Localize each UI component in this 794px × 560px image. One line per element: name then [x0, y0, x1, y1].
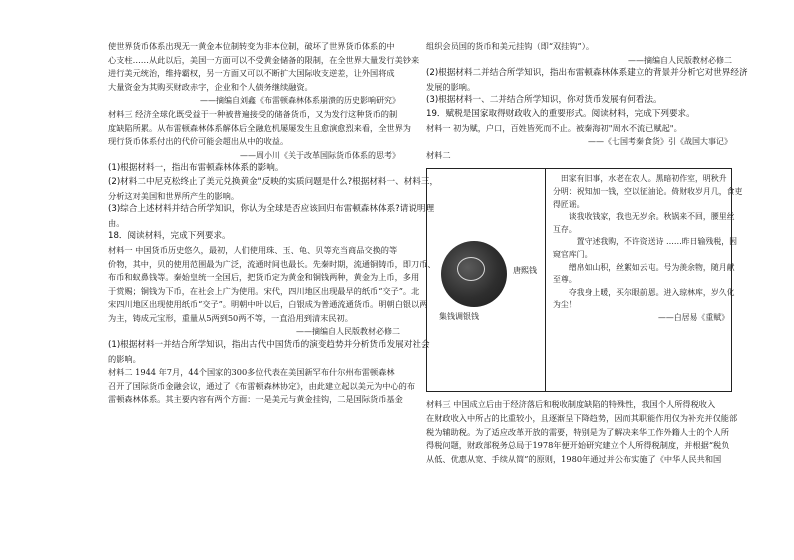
coin-caption-bottom: 集钱调银钱 — [439, 312, 479, 322]
right-text-line: ——摘编自人民版教材必修二 — [628, 55, 732, 65]
left-text-line: ——周小川《关于改革国际货币体系的思考》 — [240, 150, 400, 160]
left-text-line: 的影响。 — [108, 353, 141, 364]
right-text-line: 税为辅助税。为了适应改革开放的需要，特别是为了解决来华工作外籍人士的个人所 — [426, 426, 729, 437]
left-text-line: (3)综合上述材料并结合所学知识，你认为全球是否应该回归布雷顿森林体系?请说明理 — [108, 204, 435, 215]
left-text-line: (1)根据材料一并结合所学知识，指出古代中国货币的演变趋势并分析货币发展对社会 — [108, 340, 430, 351]
poem-line: 缯帛如山积，丝絮如云屯。号为羡余物，随月献 — [553, 262, 735, 272]
right-text-line: 材料三 中国成立后由于经济落后和税收制度缺陷的特殊性，我国个人所得税收入 — [426, 399, 716, 410]
poem-line: 得匠谣。 — [553, 199, 585, 209]
left-text-line: 于赏赐；铜钱为下币，在社会上广为使用。宋代，四川地区出现最早的纸币“交子”。北 — [108, 285, 420, 296]
coin-image-cell — [427, 169, 546, 391]
left-text-line: 大量资金为其购买财政赤字，企业和个人债务继续融资。 — [108, 81, 313, 92]
right-text-line: 材料一 初为赋，户口，百姓皆死而不止。被秦海初"周水不流已赋起"。 — [426, 122, 682, 133]
right-text-line: 在财政收入中所占的比重较小，且逐渐呈下降趋势，因而其职能作用仅为补充并仅能部 — [426, 412, 738, 423]
left-text-line: 分析这对美国和世界所产生的影响。 — [108, 190, 240, 201]
left-text-line: 由。 — [108, 217, 125, 228]
poem-line: 窥官库门。 — [553, 249, 593, 259]
coin-highlight-circle — [457, 257, 485, 281]
right-text-line: (2)根据材料二并结合所学知识，指出布雷顿森林体系建立的背景并分析它对世界经济 — [426, 68, 748, 79]
right-text-line: 得税问题，财政部税务总局于1978年便开始研究建立个人所得税制度，并根据“税负 — [426, 440, 730, 451]
left-text-line: 进行美元统治，维持霸权，另一方面又可以不断扩大国际收支逆差，让外国将成 — [108, 68, 395, 79]
poem-line: 置守述我购，不许资送诗 ……昨日输残税，因 — [553, 237, 737, 247]
right-text-line: ——《七国考秦食货》引《战国大事记》 — [588, 137, 732, 147]
left-text-line: ——摘编自刘鑫《布雷顿森林体系崩溃的历史影响研究》 — [200, 96, 400, 106]
left-text-line: 度缺陷所累。从布雷顿森林体系解体后全融危机屡屡发生且愈演愈烈来看，全世界为 — [108, 122, 411, 133]
right-text-line: 发展的影响。 — [426, 81, 476, 92]
poem-line: 谈我收钱家，我也无岁余。秋锅来不回，腰里丝 — [553, 212, 735, 222]
poem-line: 至尊。 — [553, 275, 577, 285]
poem-source: ——白居易《重赋》 — [657, 312, 729, 322]
poem-line: 夺我身上暖，买尔眼前恩。进入琼林库，岁久化 — [553, 287, 735, 297]
material-two-table — [426, 168, 743, 392]
left-text-line: ——摘编自人民版教材必修二 — [296, 327, 400, 337]
left-text-line: 为主，铸成元宝形，重量从5两到50两不等，一直沿用到清末民初。 — [108, 312, 353, 323]
left-text-line: 价物，其中，贝的使用范围最为广泛，流通时间也最长。先秦时期，流通铜铸币，即刀币、 — [108, 258, 436, 269]
poem-line: 为尘！ — [553, 300, 577, 310]
left-text-line: 使世界货币体系出现无一黄金本位制转变为非本位制，破坏了世界货币体系的中 — [108, 41, 395, 51]
poem-line: 分明：祝知加一钱，空以征油论。倚财收岁月几，食吏 — [553, 186, 743, 196]
left-text-line: 召开了国际货币金融会议，通过了《布雷顿森林协定》，由此建立起以美元为中心的布 — [108, 380, 416, 391]
left-text-line: 材料一 中国货币历史悠久，最初，人们使用珠、玉、龟、贝等充当商品交换的等 — [108, 244, 398, 255]
poem-line: 田家有旧事，水老在农人。黑暗初作室，明秋升 — [553, 174, 727, 184]
left-text-line: 雷顿森林体系。其主要内容有两个方面：一是美元与黄金挂钩，二是国际货币基金 — [108, 394, 403, 405]
left-text-line: 材料三 经济全球化既受益于一种被普遍接受的储备货币，又为发行这种货币的制 — [108, 108, 398, 119]
left-text-line: 18．阅读材料，完成下列要求。 — [108, 231, 231, 242]
left-column — [108, 40, 439, 407]
right-text-line: 材料二 — [426, 149, 451, 160]
left-text-line: (1)根据材料一，指出布雷顿森林体系的影响。 — [108, 163, 284, 174]
coin-caption-right: 唐熙钱 — [513, 266, 537, 276]
left-text-line: 材料二 1944 年7月，44个国家的300多位代表在美国新罕布什尔州布雷顿森林 — [108, 367, 395, 378]
right-column — [426, 40, 748, 466]
right-text-line: 组织会员国的货币和美元挂钩（即“双挂钩”）。 — [426, 41, 595, 51]
ancient-coin-image — [441, 241, 507, 307]
poem-line: 互存。 — [553, 224, 577, 234]
left-text-line: 心支柱……从此以后，美国一方面可以不受黄金储备的限制，在全世界大量发行美钞来 — [108, 54, 420, 65]
right-text-line: 从低、优惠从宽、手续从简”的原则，1980年通过并公布实施了《中华人民共和国 — [426, 453, 722, 464]
left-text-line: 现行货币体系付出的代价可能会超出从中的收益。 — [108, 136, 289, 147]
poem-cell — [553, 173, 743, 324]
left-text-line: (2)材料二中尼克松终止了美元兑换黄金"反映的实质问题是什么?根据材料一、材料三， — [108, 176, 439, 187]
right-text-line: (3)根据材料一、二并结合所学知识，你对货币发展有何看法。 — [426, 95, 662, 106]
left-text-line: 宋四川地区出现使用纸币“交子”。明朝中叶以后，白银成为普通流通货币。明朝白银以两 — [108, 299, 428, 310]
left-text-line: 布币和蚁鼻钱等。秦始皇统一全国后，把货币定为黄金和铜钱两种，黄金为上币，多用 — [108, 272, 420, 283]
right-text-line: 19．赋税是国家取得财政收入的重要形式。阅读材料，完成下列要求。 — [426, 108, 695, 119]
